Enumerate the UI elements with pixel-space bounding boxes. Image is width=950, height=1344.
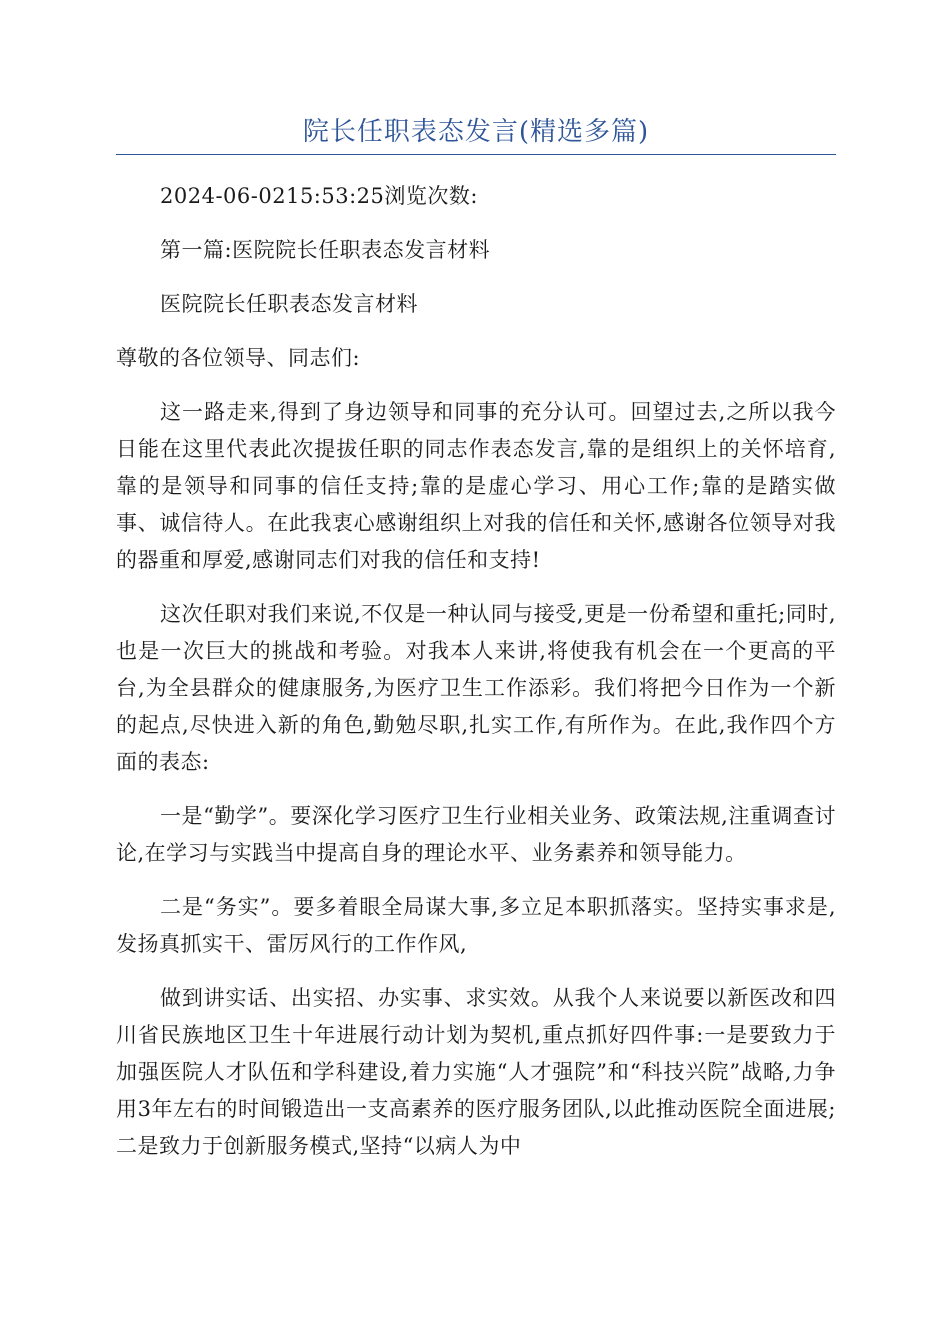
meta-line: 2024-06-0215:53:25浏览次数: (160, 184, 478, 208)
document-page (116, 110, 836, 1165)
title-underline (116, 154, 836, 155)
document-title: 院长任职表态发言(精选多篇) (302, 117, 650, 147)
body-paragraph: 做到讲实话、出实招、办实事、求实效。从我个人来说要以新医改和四川省民族地区卫生十年进展行动计划为契机,重点抓好四件事:一是要致力于加强医院人才队伍和学科建设,着力实施“人才强院”和“科技兴院”战略,力争用3年左右的时间锻造出一支高素养的医疗服务团队,以此推动医院全面进展;二是致力于创新服务模式,坚持“以病人为中 (116, 986, 836, 1158)
section-heading: 第一篇:医院院长任职表态发言材料 (160, 238, 491, 262)
body-paragraph: 这一路走来,得到了身边领导和同事的充分认可。回望过去,之所以我今日能在这里代表此次提拔任职的同志作表态发言,靠的是组织上的关怀培育,靠的是领导和同事的信任支持;靠的是虚心学习、用心工作;靠的是踏实做事、诚信待人。在此我衷心感谢组织上对我的信任和关怀,感谢各位领导对我的器重和厚爱,感谢同志们对我的信任和支持! (116, 400, 836, 572)
sub-heading: 医院院长任职表态发言材料 (160, 292, 418, 316)
body-paragraph: 这次任职对我们来说,不仅是一种认同与接受,更是一份希望和重托;同时,也是一次巨大的挑战和考验。对我本人来讲,将使我有机会在一个更高的平台,为全县群众的健康服务,为医疗卫生工作添彩。我们将把今日作为一个新的起点,尽快进入新的角色,勤勉尽职,扎实工作,有所作为。在此,我作四个方面的表态: (116, 602, 836, 774)
body-paragraph: 二是“务实”。要多着眼全局谋大事,多立足本职抓落实。坚持实事求是,发扬真抓实干、雷厉风行的工作作风, (116, 895, 836, 956)
body-paragraph: 一是“勤学”。要深化学习医疗卫生行业相关业务、政策法规,注重调查讨论,在学习与实践当中提高自身的理论水平、业务素养和领导能力。 (116, 804, 836, 865)
salutation: 尊敬的各位领导、同志们: (116, 346, 361, 370)
